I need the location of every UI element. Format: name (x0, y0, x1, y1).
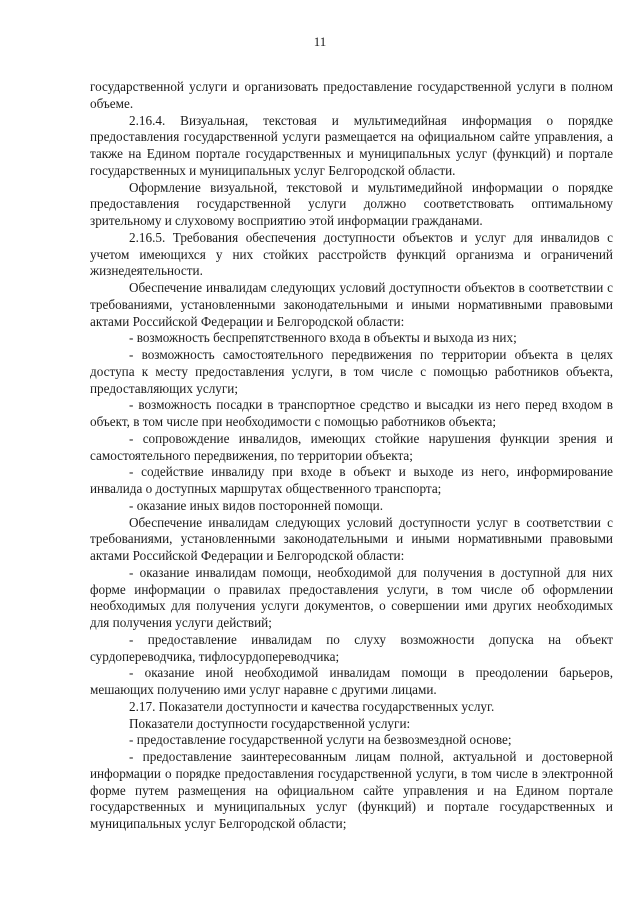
list-item: - оказание инвалидам помощи, необходимой для получения в доступной для них форме информации о правилах предоставления услуги, в том числе об оформлении необходимых для получения услуги документов, о совершении ими других необходимых для получения услуги действий; (90, 564, 613, 630)
list-item: - содействие инвалиду при входе в объект и выходе из него, информирование инвалида о доступных маршрутах общественного транспорта; (90, 464, 613, 496)
paragraph: Показатели доступности государственной услуги: (129, 715, 411, 731)
list-item: - возможность самостоятельного передвижения по территории объекта в целях доступа к месту предоставления услуги, в том числе с помощью работников объекта, предоставляющих услуги; (90, 347, 613, 396)
list-item: - предоставление государственной услуги на безвозмездной основе; (129, 732, 512, 748)
list-item: - возможность посадки в транспортное средство и высадки из него перед входом в объект, в том числе при необходимости с помощью работников объекта; (90, 397, 613, 429)
paragraph: Оформление визуальной, текстовой и мультимедийной информации о порядке предоставления государственной услуги должно соответствовать оптимальному зрительному и слуховому восприятию этой информации гражданами. (90, 179, 613, 228)
list-item: - сопровождение инвалидов, имеющих стойкие нарушения функции зрения и самостоятельного передвижения, по территории объекта; (90, 430, 613, 463)
page-number: 11 (313, 34, 327, 49)
paragraph: Обеспечение инвалидам следующих условий доступности услуг в соответствии с требованиями, установленными законодательными и иными нормативными правовыми актами Российской Федерации и Белгородской области: (90, 514, 613, 563)
section-heading: 2.17. Показатели доступности и качества государственных услуг. (129, 698, 495, 714)
list-item: - оказание иных видов посторонней помощи. (129, 497, 384, 513)
list-item: - предоставление заинтересованным лицам полной, актуальной и достоверной информации о порядке предоставления государственной услуги, в том числе в электронной форме путем размещения на официальном сайте управления и на Едином портале государственных и муниципальных услуг (функций) и портале государственных и муниципальных услуг Белгородской области; (90, 749, 613, 831)
list-item: - возможность беспрепятственного входа в объекты и выхода из них; (129, 330, 517, 346)
document-body (90, 79, 613, 833)
paragraph: государственной услуги и организовать предоставление государственной услуги в полном объеме. (90, 79, 613, 111)
paragraph: Обеспечение инвалидам следующих условий доступности объектов в соответствии с требованиями, установленными законодательными и иными нормативными правовыми актами Российской Федерации и Белгородской области: (90, 280, 613, 329)
paragraph: 2.16.4. Визуальная, текстовая и мультимедийная информация о порядке предоставления государственной услуги размещается на официальном сайте управления, а также на Едином портале государственных и муниципальных услуг (функций) и порталe государственных и муниципальных услуг Белгородской области. (90, 112, 613, 178)
list-item: - оказание иной необходимой инвалидам помощи в преодолении барьеров, мешающих получению ими услуг наравне с другими лицами. (90, 665, 613, 697)
list-item: - предоставление инвалидам по слуху возможности допуска на объект сурдопереводчика, тифлосурдопереводчика; (90, 631, 613, 664)
paragraph: 2.16.5. Требования обеспечения доступности объектов и услуг для инвалидов с учетом имеющихся у них стойких расстройств функций организма и ограничений жизнедеятельности. (90, 229, 613, 279)
